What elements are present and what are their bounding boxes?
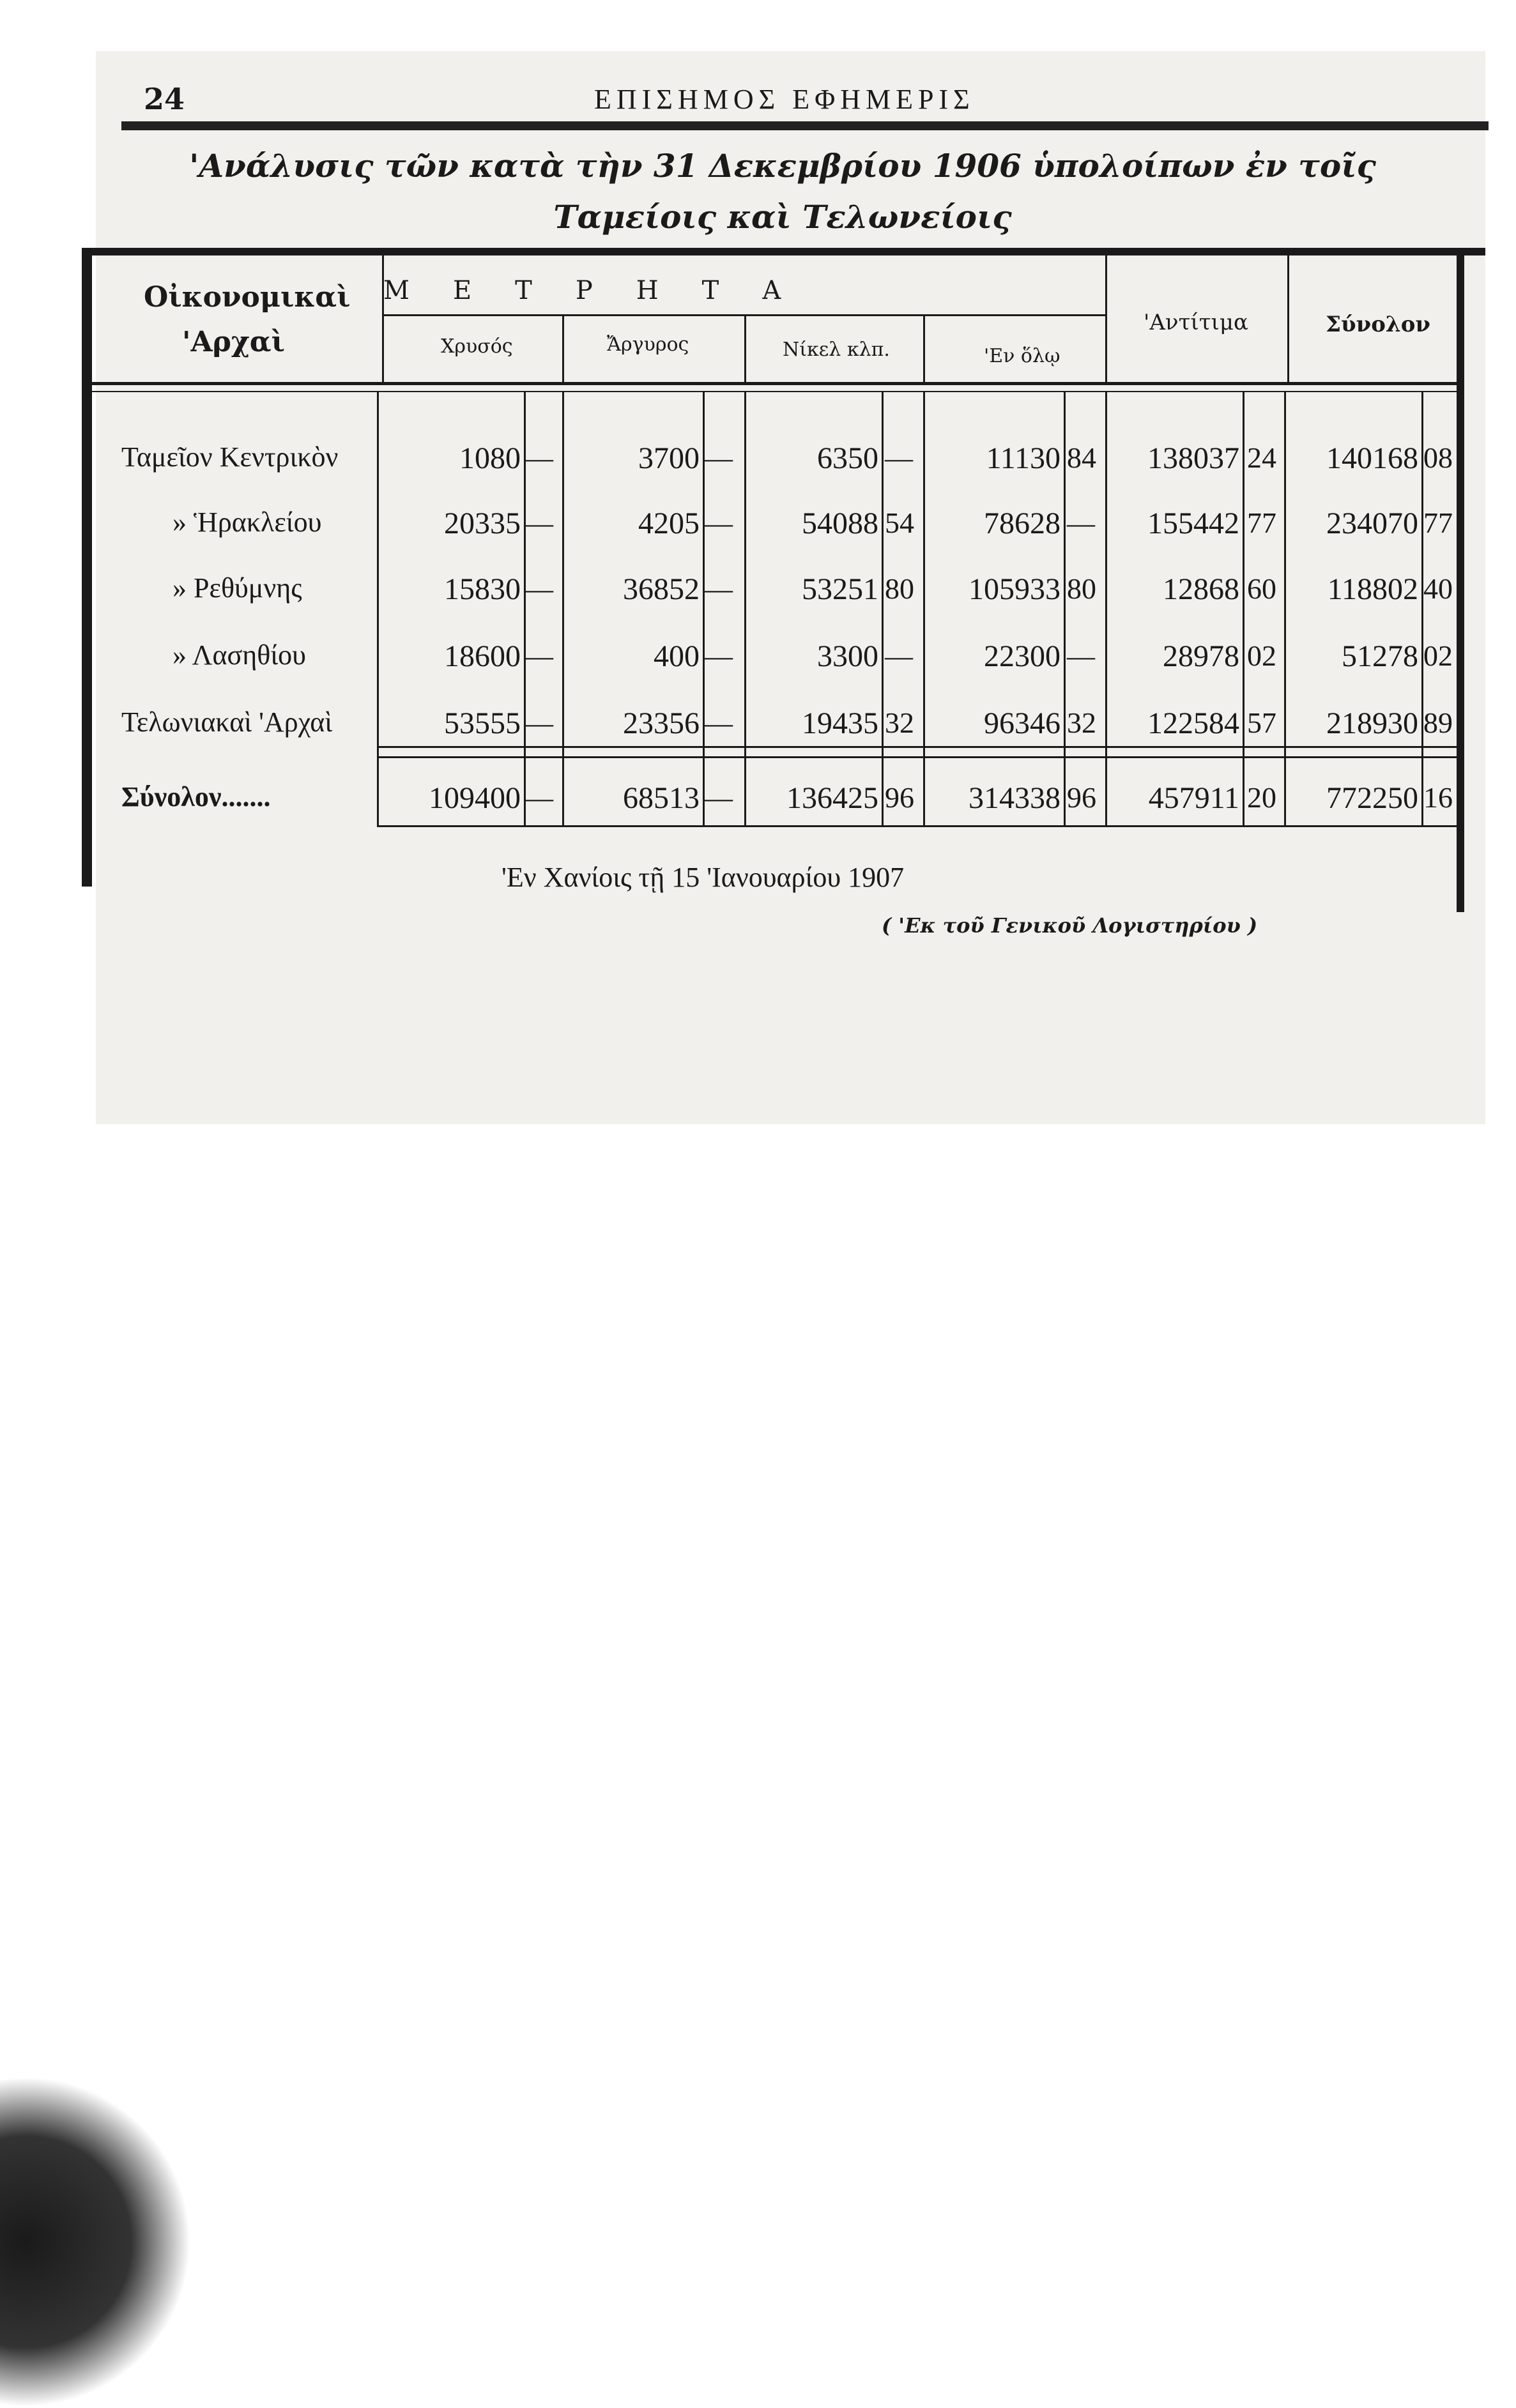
group-underline [383, 314, 1105, 316]
cell-total-cents: 02 [1423, 639, 1453, 672]
body-col-divider [562, 392, 564, 827]
cell-gold-cents: — [525, 443, 553, 474]
header-cash-group: ΜΕΤΡΗΤΑ [383, 276, 825, 305]
row-label: » Λασηθίου [172, 639, 306, 671]
cell-equivalents-cents: 24 [1247, 441, 1276, 474]
cell-gold: 1080 [459, 441, 521, 475]
cell-gold: 20335 [444, 507, 521, 540]
total-silver: 68513 [623, 781, 700, 815]
table-left-rule [82, 248, 92, 887]
row-label: Τελωνιακαὶ 'Αρχαὶ [121, 706, 333, 738]
row-label: » Ἡρακλείου [172, 507, 322, 538]
cell-silver-cents: — [705, 708, 733, 739]
cell-gold-cents: — [525, 508, 553, 539]
total-nickel-cents: 96 [885, 781, 914, 814]
cell-nickel: 3300 [817, 639, 878, 673]
cell-silver: 4205 [638, 507, 700, 540]
cell-nickel-cents: 54 [885, 507, 914, 539]
cell-silver: 400 [654, 639, 700, 673]
header-bottom-rule [89, 382, 1460, 385]
cell-nickel-cents: 80 [885, 572, 914, 605]
total-gold: 109400 [429, 781, 521, 815]
cell-equivalents-cents: 02 [1247, 639, 1276, 672]
total-total-cents: 16 [1423, 781, 1453, 814]
cell-equivalents-cents: 77 [1247, 507, 1276, 539]
header-nickel: Νίκελ κλπ. [783, 339, 890, 361]
cell-nickel-cents: 32 [885, 706, 914, 739]
cell-gold: 53555 [444, 706, 521, 740]
total-equivalents: 457911 [1148, 781, 1239, 815]
table-bottom-rule [377, 825, 1457, 827]
cell-total: 218930 [1326, 706, 1418, 740]
table-top-rule [89, 248, 1485, 255]
cell-cash-total: 78628 [984, 507, 1060, 540]
header-rule [121, 121, 1489, 130]
cell-cash-total: 22300 [984, 639, 1060, 673]
col-divider [1287, 255, 1289, 383]
col-divider [744, 316, 746, 383]
header-authorities-1: Οἰκονομικαὶ [144, 281, 351, 314]
total-total: 772250 [1326, 781, 1418, 815]
cell-cash-total: 96346 [984, 706, 1060, 740]
cell-total: 51278 [1342, 639, 1418, 673]
col-divider [1105, 255, 1107, 383]
cell-cash-total-cents: — [1067, 508, 1095, 539]
cell-equivalents: 138037 [1147, 441, 1239, 475]
col-divider [562, 316, 564, 383]
cell-total: 118802 [1327, 572, 1418, 606]
header-cash-total: 'Εν ὅλῳ [984, 345, 1060, 367]
body-col-divider [923, 392, 925, 827]
running-title: ΕΠΙΣΗΜΟΣ ΕΦΗΜΕΡΙΣ [594, 84, 975, 115]
body-col-divider [377, 392, 379, 827]
table-right-rule [1457, 248, 1464, 912]
body-col-divider [744, 392, 746, 827]
cell-total: 140168 [1326, 441, 1418, 475]
body-col-divider [1284, 392, 1286, 827]
cell-nickel: 53251 [802, 572, 878, 606]
cell-total: 234070 [1326, 507, 1418, 540]
table-title-line2: Ταμείοις καὶ Τελωνείοις [553, 198, 1012, 236]
total-cash-total-cents: 96 [1067, 781, 1096, 814]
header-total: Σύνολον [1326, 312, 1431, 337]
cell-silver-cents: — [705, 443, 733, 474]
cell-cash-total-cents: 84 [1067, 441, 1096, 474]
cell-nickel-cents: — [885, 641, 913, 672]
cell-silver-cents: — [705, 641, 733, 672]
cell-nickel: 6350 [817, 441, 878, 475]
cell-equivalents: 12868 [1163, 572, 1239, 606]
header-bottom-rule-thin [89, 391, 1460, 392]
table-title-line1: 'Ανάλυσις τῶν κατὰ τὴν 31 Δεκεμβρίου 1906 ὑπολοίπων ἐν τοῖς [189, 147, 1376, 185]
total-silver-cents: — [705, 782, 733, 814]
header-equivalents: 'Αντίτιμα [1144, 310, 1248, 335]
cell-cash-total-cents: 32 [1067, 706, 1096, 739]
col-divider [923, 316, 925, 383]
header-authorities-2: 'Αρχαὶ [182, 326, 285, 358]
cell-cash-total: 105933 [969, 572, 1060, 606]
cell-gold-cents: — [525, 574, 553, 605]
sum-rule [377, 746, 1457, 748]
cell-nickel: 54088 [802, 507, 878, 540]
body-col-divider [1243, 392, 1244, 827]
cell-total-cents: 40 [1423, 572, 1453, 605]
body-col-divider [1105, 392, 1107, 827]
cell-nickel-cents: — [885, 443, 913, 474]
cell-silver: 23356 [623, 706, 700, 740]
cell-cash-total-cents: 80 [1067, 572, 1096, 605]
totals-label: Σύνολον....... [121, 781, 271, 812]
page-number: 24 [144, 82, 185, 116]
cell-silver-cents: — [705, 508, 733, 539]
place-date: 'Εν Χανίοις τῇ 15 'Ιανουαρίου 1907 [502, 862, 905, 893]
cell-total-cents: 77 [1423, 507, 1453, 539]
row-label: » Ρεθύμνης [172, 572, 302, 604]
cell-nickel: 19435 [802, 706, 878, 740]
cell-equivalents-cents: 60 [1247, 572, 1276, 605]
cell-equivalents: 155442 [1147, 507, 1239, 540]
body-col-divider [1064, 392, 1066, 827]
cell-cash-total: 11130 [986, 441, 1060, 475]
cell-silver: 36852 [623, 572, 700, 606]
cell-silver-cents: — [705, 574, 733, 605]
sum-rule-2 [377, 756, 1457, 758]
total-nickel: 136425 [786, 781, 878, 815]
cell-gold-cents: — [525, 641, 553, 672]
col-divider [382, 255, 384, 383]
cell-equivalents: 28978 [1163, 639, 1239, 673]
cell-total-cents: 89 [1423, 706, 1453, 739]
cell-total-cents: 08 [1423, 441, 1453, 474]
cell-gold-cents: — [525, 708, 553, 739]
total-equivalents-cents: 20 [1247, 781, 1276, 814]
body-col-divider [882, 392, 884, 827]
total-cash-total: 314338 [969, 781, 1060, 815]
header-silver: Ἄργυρος [607, 333, 689, 356]
cell-equivalents: 122584 [1147, 706, 1239, 740]
cell-gold: 15830 [444, 572, 521, 606]
source-note: ( 'Εκ τοῦ Γενικοῦ Λογιστηρίου ) [882, 913, 1258, 938]
total-gold-cents: — [525, 782, 553, 814]
cell-equivalents-cents: 57 [1247, 706, 1276, 739]
scan-shadow [0, 2076, 192, 2408]
cell-cash-total-cents: — [1067, 641, 1095, 672]
row-label: Ταμεῖον Κεντρικὸν [121, 441, 339, 473]
header-gold: Χρυσός [441, 335, 513, 358]
cell-silver: 3700 [638, 441, 700, 475]
cell-gold: 18600 [444, 639, 521, 673]
